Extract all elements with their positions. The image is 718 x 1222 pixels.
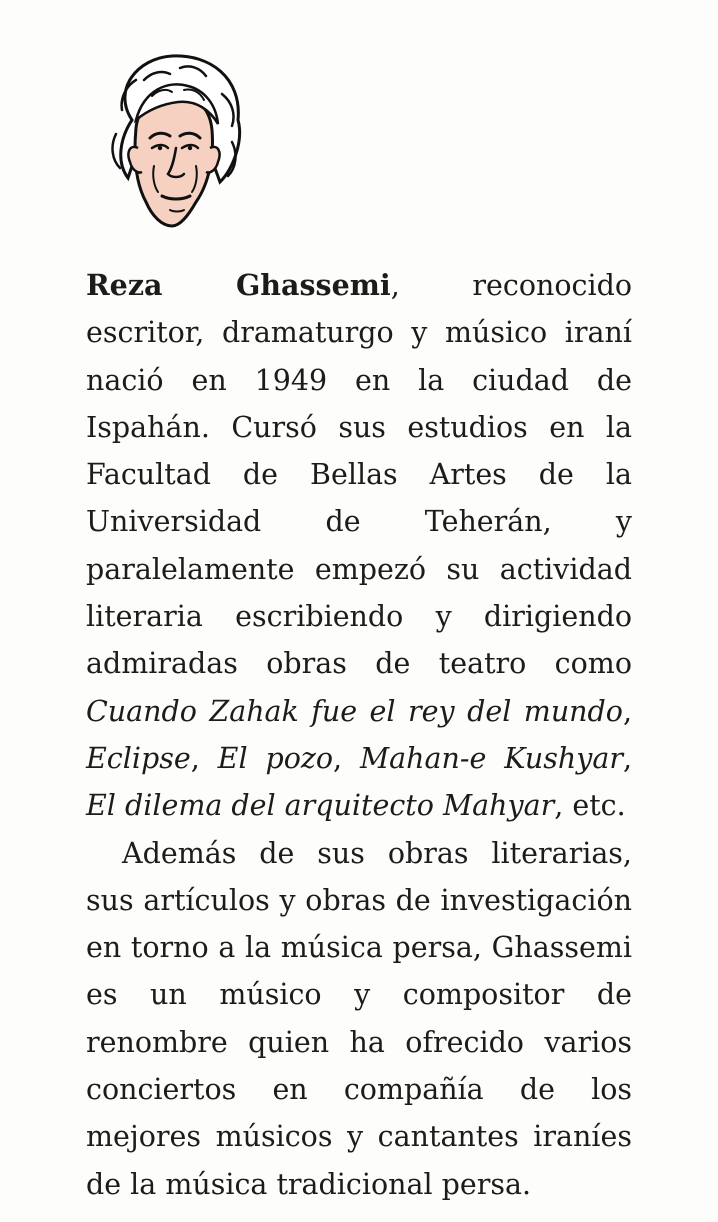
work-title: El pozo <box>217 741 334 775</box>
author-name: Reza Ghassemi <box>86 268 391 302</box>
work-title: Mahan-e Kushyar <box>359 741 623 775</box>
work-title: Eclipse <box>86 741 191 775</box>
author-portrait-icon <box>92 50 252 240</box>
bio-intro-text: , reconocido escritor, dramaturgo y músico iraní nació en 1949 en la ciudad de Ispahán. Cursó sus estudios en la Facultad de Bellas Artes de la Universidad de Teherán, y paralelamente empezó su actividad literaria escribiendo y dirigiendo admiradas obras de teatro como <box>86 269 632 681</box>
author-bio <box>86 262 632 1208</box>
work-title: Cuando Zahak fue el rey del mundo <box>86 694 623 728</box>
separator: , <box>622 741 633 775</box>
bio-paragraph-2: Además de sus obras literarias, sus artículos y obras de investigación en torno a la música persa, Ghassemi es un músico y compositor de renombre quien ha ofrecido varios conciertos en compañía de los mejores músicos y cantantes iraníes de la música tradicional persa. <box>86 836 632 1201</box>
separator: , <box>190 741 218 775</box>
separator: , <box>622 694 632 728</box>
etc-text: , etc. <box>554 789 626 823</box>
separator: , <box>333 741 360 775</box>
bio-paragraph-1 <box>86 262 632 830</box>
work-title: El dilema del arquitecto Mahyar <box>86 789 555 823</box>
